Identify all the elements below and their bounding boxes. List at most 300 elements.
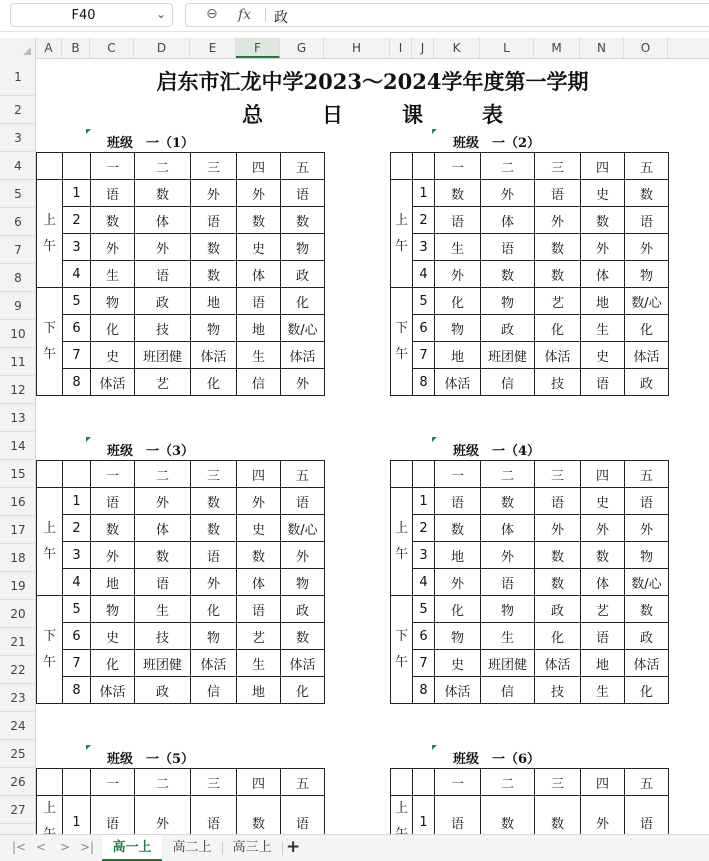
schedule-cell[interactable]: 物 [281,569,325,596]
row-header-23[interactable]: 23 [0,684,36,712]
period-number[interactable]: 7 [413,342,435,369]
schedule-cell[interactable]: 语 [135,569,191,596]
period-number[interactable]: 5 [413,596,435,623]
row-header-16[interactable]: 16 [0,488,36,516]
schedule-cell[interactable]: 物 [191,623,237,650]
header-blank[interactable] [391,153,413,180]
period-number[interactable]: 1 [413,796,435,849]
row-header-22[interactable]: 22 [0,656,36,684]
schedule-cell[interactable]: 体 [481,207,535,234]
column-header-j[interactable]: J [412,38,434,58]
header-blank[interactable] [63,769,91,796]
schedule-cell[interactable]: 数 [535,796,581,849]
schedule-cell[interactable]: 外 [191,569,237,596]
weekday-header[interactable]: 一 [91,461,135,488]
schedule-cell[interactable]: 语 [481,569,535,596]
schedule-cell[interactable]: 体活 [535,650,581,677]
period-number[interactable]: 2 [413,515,435,542]
schedule-cell[interactable]: 生 [481,623,535,650]
schedule-cell[interactable]: 数 [191,515,237,542]
period-number[interactable]: 5 [63,596,91,623]
weekday-header[interactable]: 三 [191,461,237,488]
schedule-cell[interactable]: 政 [535,596,581,623]
schedule-cell[interactable]: 地 [581,288,625,315]
schedule-cell[interactable]: 数 [237,207,281,234]
period-number[interactable]: 7 [413,650,435,677]
schedule-cell[interactable]: 化 [191,596,237,623]
schedule-cell[interactable]: 体 [481,515,535,542]
row-header-27[interactable]: 27 [0,796,36,824]
schedule-cell[interactable]: 物 [481,596,535,623]
schedule-cell[interactable]: 艺 [237,623,281,650]
schedule-cell[interactable]: 语 [191,207,237,234]
schedule-cell[interactable]: 政 [281,261,325,288]
schedule-cell[interactable]: 生 [91,261,135,288]
morning-label[interactable] [37,180,63,288]
period-number[interactable]: 4 [413,261,435,288]
schedule-cell[interactable]: 体活 [281,342,325,369]
schedule-cell[interactable]: 语 [435,796,481,849]
morning-label[interactable] [391,180,413,288]
sheet-tab-senior2[interactable]: 高二上 [172,840,212,855]
period-number[interactable]: 4 [63,569,91,596]
period-number[interactable]: 8 [413,369,435,396]
schedule-cell[interactable]: 史 [91,342,135,369]
schedule-cell[interactable]: 艺 [535,288,581,315]
column-header-e[interactable]: E [190,38,236,58]
schedule-cell[interactable]: 外 [535,207,581,234]
period-number[interactable]: 3 [63,234,91,261]
schedule-cell[interactable]: 体活 [191,342,237,369]
schedule-cell[interactable]: 外 [481,542,535,569]
afternoon-label[interactable] [37,596,63,704]
prev-sheet-icon[interactable]: < [36,840,47,854]
schedule-cell[interactable]: 物 [435,315,481,342]
schedule-cell[interactable]: 外 [625,515,669,542]
header-blank[interactable] [37,153,63,180]
weekday-header[interactable]: 四 [237,769,281,796]
column-header-b[interactable]: B [62,38,90,58]
schedule-cell[interactable]: 化 [435,596,481,623]
weekday-header[interactable]: 三 [535,153,581,180]
schedule-cell[interactable]: 生 [581,677,625,704]
schedule-cell[interactable]: 外 [581,796,625,849]
period-number[interactable]: 7 [63,342,91,369]
period-number[interactable]: 2 [413,207,435,234]
schedule-cell[interactable]: 体活 [535,342,581,369]
formula-value[interactable]: 政 [274,10,288,26]
schedule-cell[interactable]: 艺 [581,596,625,623]
row-header-25[interactable]: 25 [0,740,36,768]
row-header-12[interactable]: 12 [0,376,36,404]
period-number[interactable]: 2 [63,207,91,234]
schedule-cell[interactable]: 班团健 [481,650,535,677]
schedule-cell[interactable]: 数 [191,261,237,288]
schedule-cell[interactable]: 地 [237,315,281,342]
schedule-cell[interactable]: 数 [535,234,581,261]
schedule-cell[interactable]: 体 [135,515,191,542]
weekday-header[interactable]: 二 [135,153,191,180]
row-header-10[interactable]: 10 [0,320,36,348]
schedule-cell[interactable]: 数 [625,180,669,207]
schedule-cell[interactable]: 外 [135,488,191,515]
weekday-header[interactable]: 三 [535,461,581,488]
period-number[interactable]: 8 [413,677,435,704]
schedule-cell[interactable]: 语 [91,796,135,849]
row-header-24[interactable]: 24 [0,712,36,740]
row-header-15[interactable]: 15 [0,460,36,488]
schedule-cell[interactable]: 物 [91,596,135,623]
row-header-20[interactable]: 20 [0,600,36,628]
period-number[interactable]: 3 [63,542,91,569]
row-header-6[interactable]: 6 [0,208,36,236]
schedule-cell[interactable]: 数 [535,261,581,288]
morning-label[interactable] [391,488,413,596]
column-header-d[interactable]: D [134,38,190,58]
schedule-cell[interactable]: 地 [91,569,135,596]
schedule-cell[interactable]: 数 [435,515,481,542]
schedule-cell[interactable]: 体 [581,569,625,596]
function-icon[interactable]: fx [238,7,252,23]
schedule-cell[interactable]: 数 [581,207,625,234]
schedule-cell[interactable]: 数 [135,542,191,569]
schedule-cell[interactable]: 语 [281,488,325,515]
sheet-tab-senior3[interactable]: 高三上 [232,840,272,855]
formula-input[interactable] [185,3,709,27]
schedule-cell[interactable]: 外 [91,234,135,261]
schedule-cell[interactable]: 物 [435,623,481,650]
schedule-cell[interactable]: 语 [135,261,191,288]
schedule-cell[interactable]: 外 [581,234,625,261]
schedule-cell[interactable]: 外 [581,515,625,542]
weekday-header[interactable]: 一 [91,769,135,796]
period-number[interactable]: 1 [413,180,435,207]
schedule-cell[interactable]: 政 [135,677,191,704]
schedule-cell[interactable]: 地 [237,677,281,704]
schedule-cell[interactable]: 艺 [135,369,191,396]
row-header-5[interactable]: 5 [0,180,36,208]
weekday-header[interactable]: 四 [581,769,625,796]
schedule-cell[interactable]: 生 [435,234,481,261]
period-number[interactable]: 6 [63,315,91,342]
schedule-cell[interactable]: 外 [191,180,237,207]
schedule-cell[interactable]: 信 [191,677,237,704]
row-header-11[interactable]: 11 [0,348,36,376]
schedule-cell[interactable]: 地 [191,288,237,315]
weekday-header[interactable]: 五 [625,769,669,796]
schedule-cell[interactable]: 生 [135,596,191,623]
next-sheet-icon[interactable]: > [60,840,71,854]
schedule-cell[interactable]: 语 [625,796,669,849]
schedule-cell[interactable]: 化 [91,650,135,677]
schedule-cell[interactable]: 地 [435,342,481,369]
schedule-cell[interactable]: 化 [535,315,581,342]
period-number[interactable]: 4 [63,261,91,288]
schedule-cell[interactable]: 外 [535,515,581,542]
period-number[interactable]: 1 [413,488,435,515]
schedule-cell[interactable]: 体活 [91,677,135,704]
row-header-2[interactable]: 2 [0,96,36,124]
schedule-cell[interactable]: 政 [481,315,535,342]
schedule-cell[interactable]: 生 [581,315,625,342]
weekday-header[interactable]: 五 [281,769,325,796]
schedule-cell[interactable]: 外 [281,369,325,396]
schedule-cell[interactable]: 语 [481,234,535,261]
schedule-cell[interactable]: 语 [581,623,625,650]
weekday-header[interactable]: 四 [581,153,625,180]
weekday-header[interactable]: 三 [535,769,581,796]
column-header-a[interactable]: A [36,38,62,58]
schedule-cell[interactable]: 物 [625,542,669,569]
schedule-cell[interactable]: 语 [435,488,481,515]
schedule-cell[interactable]: 外 [481,180,535,207]
header-blank[interactable] [63,461,91,488]
schedule-cell[interactable]: 体 [237,261,281,288]
schedule-cell[interactable]: 体 [135,207,191,234]
row-header-4[interactable]: 4 [0,152,36,180]
row-header-21[interactable]: 21 [0,628,36,656]
schedule-cell[interactable]: 语 [237,288,281,315]
row-header-26[interactable]: 26 [0,768,36,796]
weekday-header[interactable]: 五 [281,461,325,488]
header-blank[interactable] [63,153,91,180]
schedule-cell[interactable]: 数 [91,207,135,234]
weekday-header[interactable]: 一 [435,769,481,796]
period-number[interactable]: 1 [63,180,91,207]
schedule-cell[interactable]: 体活 [625,650,669,677]
schedule-cell[interactable]: 体 [581,261,625,288]
schedule-cell[interactable]: 化 [91,315,135,342]
header-blank[interactable] [37,461,63,488]
column-header-h[interactable]: H [324,38,390,58]
column-header-n[interactable]: N [580,38,624,58]
schedule-cell[interactable]: 外 [435,261,481,288]
period-number[interactable]: 6 [63,623,91,650]
row-header-7[interactable]: 7 [0,236,36,264]
period-number[interactable]: 5 [413,288,435,315]
morning-label[interactable] [37,488,63,596]
weekday-header[interactable]: 四 [237,461,281,488]
schedule-cell[interactable]: 语 [91,488,135,515]
schedule-cell[interactable]: 体活 [91,369,135,396]
weekday-header[interactable]: 一 [91,153,135,180]
period-number[interactable]: 2 [63,515,91,542]
schedule-cell[interactable]: 数 [481,796,535,849]
column-header-k[interactable]: K [434,38,480,58]
schedule-cell[interactable]: 化 [281,288,325,315]
weekday-header[interactable]: 一 [435,461,481,488]
schedule-cell[interactable]: 史 [237,515,281,542]
weekday-header[interactable]: 四 [237,153,281,180]
schedule-cell[interactable]: 政 [281,596,325,623]
weekday-header[interactable]: 五 [281,153,325,180]
header-blank[interactable] [391,769,413,796]
schedule-cell[interactable]: 数/心 [625,288,669,315]
weekday-header[interactable]: 二 [135,461,191,488]
schedule-cell[interactable]: 技 [535,677,581,704]
schedule-cell[interactable]: 数 [625,596,669,623]
schedule-cell[interactable]: 地 [581,650,625,677]
schedule-cell[interactable]: 语 [625,207,669,234]
sheet-tab-senior1[interactable]: 高一上 [102,835,162,861]
weekday-header[interactable]: 四 [581,461,625,488]
afternoon-label[interactable] [37,288,63,396]
schedule-cell[interactable]: 技 [135,315,191,342]
schedule-cell[interactable]: 信 [481,677,535,704]
schedule-cell[interactable]: 体活 [625,342,669,369]
schedule-cell[interactable]: 外 [237,488,281,515]
schedule-cell[interactable]: 体活 [435,369,481,396]
schedule-cell[interactable]: 史 [581,488,625,515]
weekday-header[interactable]: 二 [481,461,535,488]
schedule-cell[interactable]: 数 [135,180,191,207]
period-number[interactable]: 7 [63,650,91,677]
schedule-cell[interactable]: 语 [191,542,237,569]
schedule-cell[interactable]: 语 [535,488,581,515]
afternoon-label[interactable] [391,596,413,704]
header-blank[interactable] [413,461,435,488]
schedule-cell[interactable]: 语 [535,180,581,207]
zoom-out-icon[interactable]: ⊖ [206,6,218,22]
schedule-cell[interactable]: 物 [281,234,325,261]
weekday-header[interactable]: 五 [625,461,669,488]
schedule-cell[interactable]: 史 [91,623,135,650]
weekday-header[interactable]: 二 [135,769,191,796]
period-number[interactable]: 5 [63,288,91,315]
period-number[interactable]: 3 [413,542,435,569]
period-number[interactable]: 6 [413,315,435,342]
schedule-cell[interactable]: 化 [625,677,669,704]
schedule-cell[interactable]: 数 [191,234,237,261]
schedule-cell[interactable]: 语 [281,180,325,207]
schedule-cell[interactable]: 语 [91,180,135,207]
schedule-cell[interactable]: 物 [481,288,535,315]
header-blank[interactable] [391,461,413,488]
schedule-cell[interactable]: 语 [625,488,669,515]
schedule-cell[interactable]: 信 [481,369,535,396]
period-number[interactable]: 4 [413,569,435,596]
period-number[interactable]: 8 [63,677,91,704]
chevron-down-icon[interactable]: ⌄ [155,7,166,21]
row-header-14[interactable]: 14 [0,432,36,460]
schedule-cell[interactable]: 外 [135,234,191,261]
row-header-17[interactable]: 17 [0,516,36,544]
schedule-cell[interactable]: 数 [191,488,237,515]
period-number[interactable]: 1 [63,796,91,849]
sheet-grid[interactable] [36,58,709,834]
row-header-3[interactable]: 3 [0,124,36,152]
column-header-m[interactable]: M [534,38,580,58]
schedule-cell[interactable]: 物 [91,288,135,315]
schedule-cell[interactable]: 政 [625,369,669,396]
weekday-header[interactable]: 二 [481,769,535,796]
add-sheet-icon[interactable]: + [286,837,301,857]
schedule-cell[interactable]: 数 [237,542,281,569]
period-number[interactable]: 3 [413,234,435,261]
schedule-cell[interactable]: 数 [281,623,325,650]
weekday-header[interactable]: 一 [435,153,481,180]
schedule-cell[interactable]: 技 [535,369,581,396]
schedule-cell[interactable]: 体活 [281,650,325,677]
schedule-cell[interactable]: 班团健 [135,342,191,369]
last-sheet-icon[interactable]: >| [80,840,95,854]
afternoon-label[interactable] [391,288,413,396]
weekday-header[interactable]: 五 [625,153,669,180]
header-blank[interactable] [413,769,435,796]
schedule-cell[interactable]: 化 [435,288,481,315]
period-number[interactable]: 8 [63,369,91,396]
schedule-cell[interactable]: 外 [237,180,281,207]
first-sheet-icon[interactable]: |< [12,840,27,854]
schedule-cell[interactable]: 数 [535,542,581,569]
column-header-l[interactable]: L [480,38,534,58]
schedule-cell[interactable]: 数 [435,180,481,207]
column-header-i[interactable]: I [390,38,412,58]
schedule-cell[interactable]: 数 [481,488,535,515]
column-header-c[interactable]: C [90,38,134,58]
schedule-cell[interactable]: 外 [135,796,191,849]
schedule-cell[interactable]: 数/心 [281,515,325,542]
schedule-cell[interactable]: 化 [191,369,237,396]
row-header-8[interactable]: 8 [0,264,36,292]
header-blank[interactable] [413,153,435,180]
schedule-cell[interactable]: 语 [237,596,281,623]
schedule-cell[interactable]: 地 [435,542,481,569]
schedule-cell[interactable]: 技 [135,623,191,650]
row-header-9[interactable]: 9 [0,292,36,320]
schedule-cell[interactable]: 政 [625,623,669,650]
schedule-cell[interactable]: 体活 [435,677,481,704]
schedule-cell[interactable]: 体 [237,569,281,596]
period-number[interactable]: 1 [63,488,91,515]
row-header-18[interactable]: 18 [0,544,36,572]
schedule-cell[interactable]: 物 [625,261,669,288]
column-header-o[interactable]: O [624,38,668,58]
schedule-cell[interactable]: 信 [237,369,281,396]
weekday-header[interactable]: 三 [191,153,237,180]
schedule-cell[interactable]: 外 [91,542,135,569]
schedule-cell[interactable]: 体活 [191,650,237,677]
schedule-cell[interactable]: 班团健 [135,650,191,677]
schedule-cell[interactable]: 生 [237,650,281,677]
schedule-cell[interactable]: 史 [581,180,625,207]
schedule-cell[interactable]: 化 [625,315,669,342]
row-header-1[interactable]: 1 [0,58,36,96]
schedule-cell[interactable]: 班团健 [481,342,535,369]
schedule-cell[interactable]: 数 [481,261,535,288]
schedule-cell[interactable]: 化 [535,623,581,650]
schedule-cell[interactable]: 数 [281,207,325,234]
schedule-cell[interactable]: 数 [237,796,281,849]
schedule-cell[interactable]: 外 [625,234,669,261]
weekday-header[interactable]: 二 [481,153,535,180]
schedule-cell[interactable]: 物 [191,315,237,342]
schedule-cell[interactable]: 化 [281,677,325,704]
weekday-header[interactable]: 三 [191,769,237,796]
schedule-cell[interactable]: 史 [435,650,481,677]
schedule-cell[interactable]: 数/心 [625,569,669,596]
schedule-cell[interactable]: 生 [237,342,281,369]
row-header-13[interactable]: 13 [0,404,36,432]
schedule-cell[interactable]: 外 [435,569,481,596]
schedule-cell[interactable]: 史 [237,234,281,261]
schedule-cell[interactable]: 语 [281,796,325,849]
schedule-cell[interactable]: 语 [191,796,237,849]
select-all-icon[interactable] [23,47,31,55]
period-number[interactable]: 6 [413,623,435,650]
schedule-cell[interactable]: 政 [135,288,191,315]
schedule-cell[interactable]: 语 [581,369,625,396]
